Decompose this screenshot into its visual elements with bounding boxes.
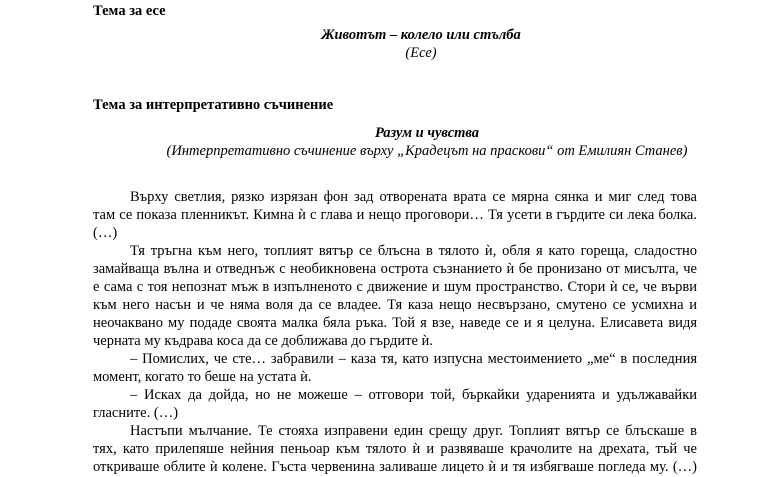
essay-heading: Тема за есе [93, 3, 166, 19]
interpretative-subtitle: (Интерпретативно съчинение върху „Крадецът на праскови“ от Емилиян Станев) [166, 143, 688, 159]
passage-line: тях, като прилепяше нейния пеньоар към тялото ѝ и развяваше крачолите на дрехата, тъй че [93, 441, 697, 457]
passage-line: – Помислих, че сте… забравили – каза тя, като изпусна местоимението „ме“ в последния [130, 351, 697, 367]
interpretative-heading: Тема за интерпретативно съчинение [93, 97, 334, 113]
passage-line: (…) [93, 225, 118, 241]
passage-line: замайваща вълна и отведнъж с необикновена острота съзнанието ѝ бе пронизано от мисълта, че [93, 261, 697, 277]
passage-line: неочаквано му подаде своята малка бяла ръка. Той я взе, наведе се и я целуна. Елисавета видя [93, 315, 697, 331]
essay-title: Животът – колело или стълба [321, 27, 521, 43]
passage-line: Тя тръгна към него, топлият вятър се блъсна в тялото ѝ, обля я като гореща, сладостно [130, 243, 697, 259]
passage-line: черната му къдрава коса да се доближава до гърдите ѝ. [93, 333, 433, 349]
essay-subtitle: (Есе) [405, 45, 437, 61]
excerpt-passage [93, 189, 697, 477]
passage-line: откриваше облите ѝ колене. Гъста червенина заливаше лицето ѝ и тя избягваше погледа му. (…) [93, 459, 697, 475]
passage-line: – Исках да дойда, но не можеше – отговори той, бъркайки ударенията и удължавайки [130, 387, 697, 403]
passage-line: момент, когато то беше на устата ѝ. [93, 369, 312, 385]
passage-line: Върху светлия, рязко изрязан фон зад отворената врата се мярна сянка и миг след това [130, 189, 697, 205]
passage-line: към него насън и че няма воля да се владее. Тя каза нещо несвързано, смутено се усмихна и [93, 297, 697, 313]
passage-line: е сама с тоя непознат мъж в изпълненото с движение и шум пространство. Стори ѝ се, че върви [93, 279, 697, 295]
interpretative-title: Разум и чувства [374, 125, 480, 141]
passage-line: там се показа пленникът. Кимна ѝ с глава и нещо проговори… Тя усети в гърдите си лека болка. [93, 207, 697, 223]
passage-line: Настъпи мълчание. Те стояха изправени един срещу друг. Топлият вятър се блъскаше в [130, 423, 697, 439]
passage-line: гласните. (…) [93, 405, 179, 421]
